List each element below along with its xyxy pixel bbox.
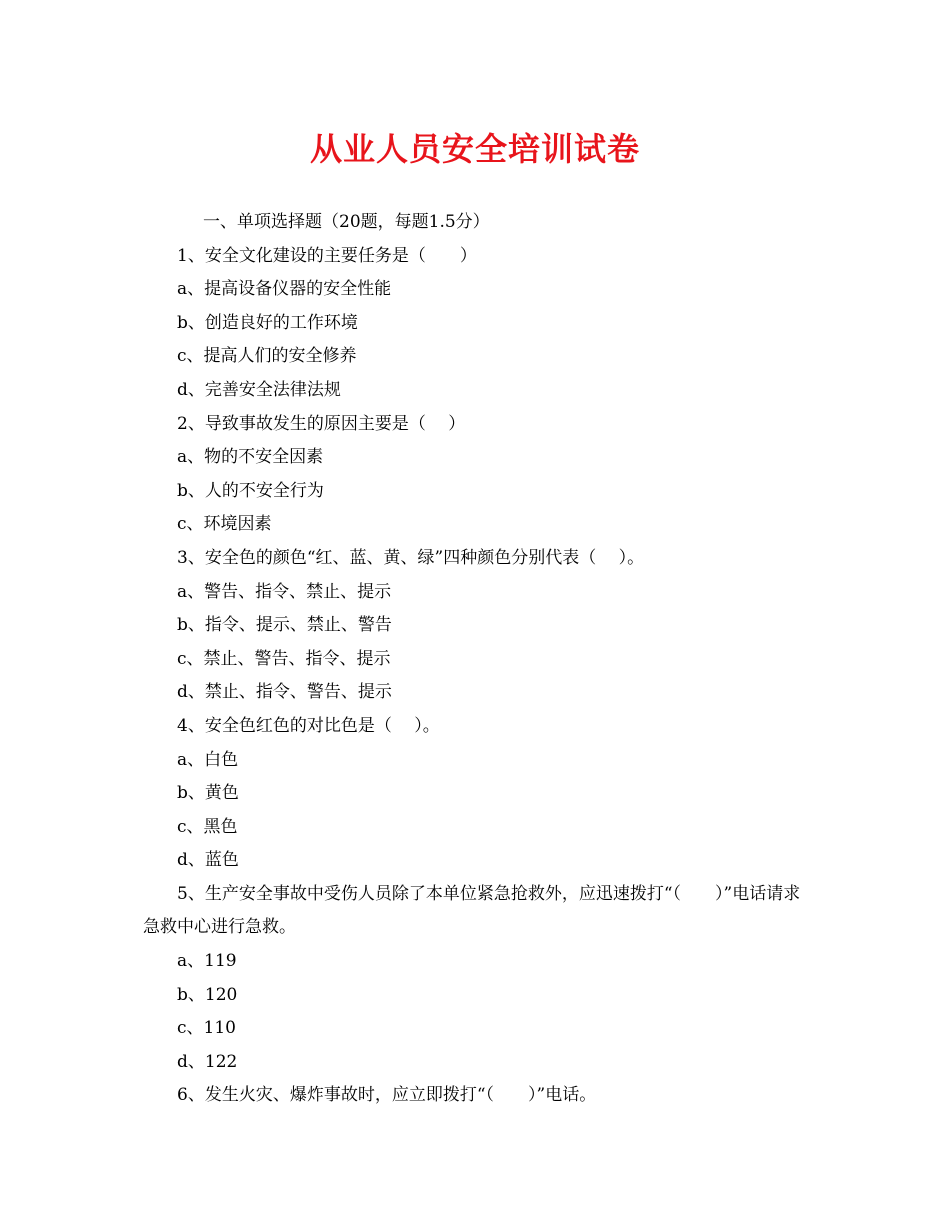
- question-stem: 3、安全色的颜色“红、蓝、黄、绿”四种颜色分别代表（ ）。: [177, 547, 645, 568]
- answer-option: a、物的不安全因素: [177, 447, 324, 468]
- question-stem: 2、导致事故发生的原因主要是（ ）: [177, 413, 466, 434]
- answer-option: b、指令、提示、禁止、警告: [177, 615, 392, 636]
- answer-option: b、创造良好的工作环境: [177, 312, 358, 333]
- answer-option: d、完善安全法律法规: [177, 379, 341, 400]
- answer-option: a、白色: [177, 749, 239, 770]
- question-stem: 1、安全文化建设的主要任务是（ ）: [177, 245, 477, 266]
- answer-option: a、提高设备仪器的安全性能: [177, 279, 392, 300]
- document-title: 从业人员安全培训试卷: [309, 130, 640, 168]
- answer-option: a、119: [177, 951, 237, 972]
- answer-option: b、人的不安全行为: [177, 480, 324, 501]
- answer-option: d、禁止、指令、警告、提示: [177, 682, 392, 703]
- answer-option: c、黑色: [177, 816, 238, 837]
- answer-option: b、黄色: [177, 783, 239, 804]
- answer-option: c、环境因素: [177, 514, 272, 535]
- answer-option: d、122: [177, 1051, 238, 1072]
- answer-option: a、警告、指令、禁止、提示: [177, 581, 392, 602]
- exam-content: [143, 206, 815, 1113]
- question-stem: 6、发生火灾、爆炸事故时，应立即拨打“（ ）”电话。: [177, 1085, 597, 1106]
- question-stem: 5、生产安全事故中受伤人员除了本单位紧急抢救外，应迅速拨打“（ ）”电话请求急救中心进行急救。: [143, 883, 801, 938]
- answer-option: b、120: [177, 984, 238, 1005]
- answer-option: c、提高人们的安全修养: [177, 346, 357, 367]
- answer-option: c、110: [177, 1018, 236, 1039]
- section-heading: 一、单项选择题（20题，每题1.5分）: [203, 212, 490, 232]
- question-stem: 4、安全色红色的对比色是（ ）。: [177, 715, 440, 736]
- answer-option: d、蓝色: [177, 850, 239, 871]
- answer-option: c、禁止、警告、指令、提示: [177, 648, 391, 669]
